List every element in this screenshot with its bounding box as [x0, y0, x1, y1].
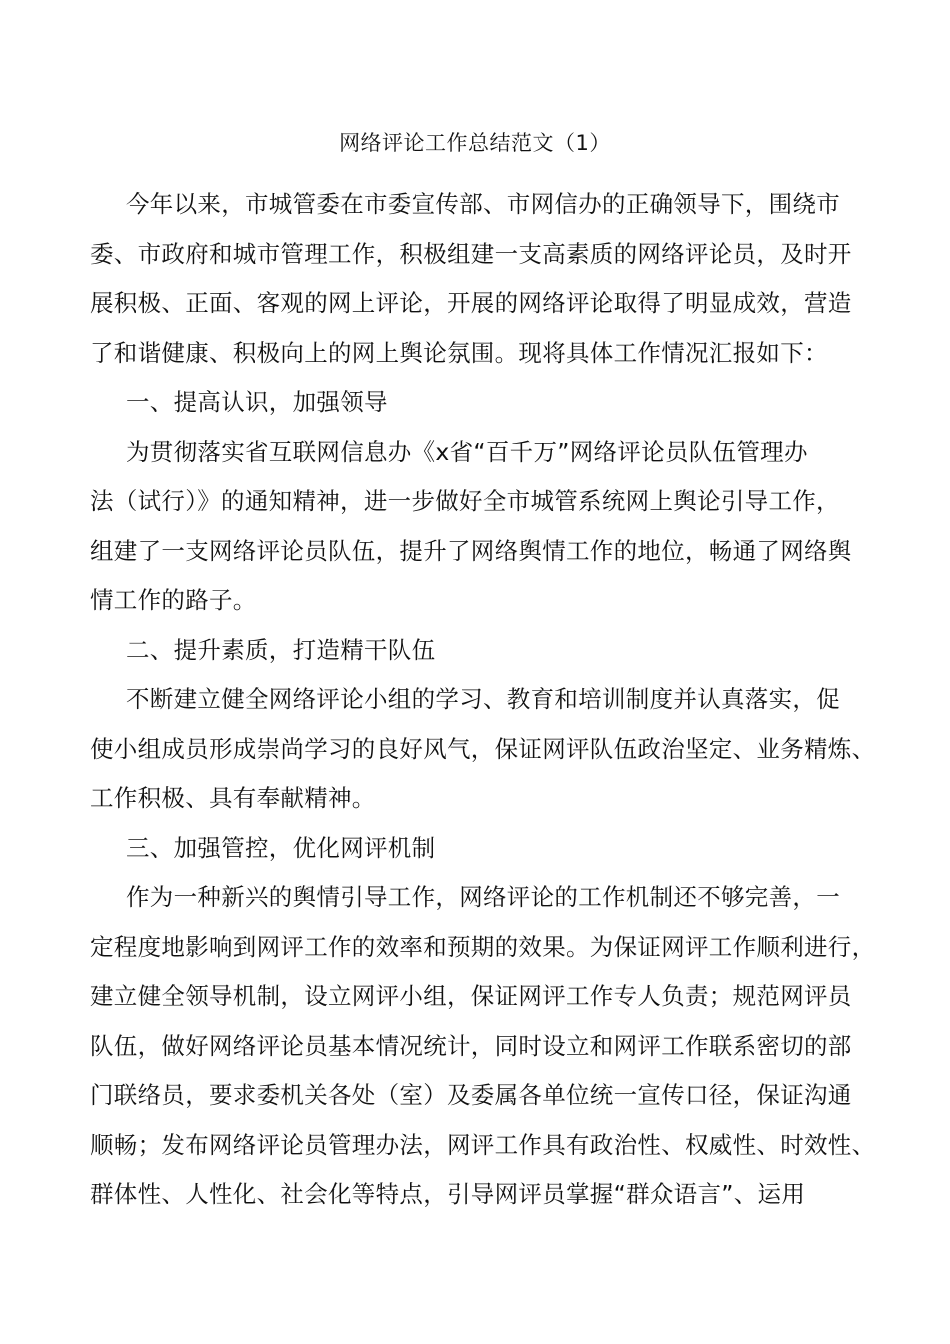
paragraph-line: 顺畅；发布网络评论员管理办法，网评工作具有政治性、权威性、时效性、 — [90, 1130, 876, 1159]
paragraph-line: 今年以来，市城管委在市委宣传部、市网信办的正确领导下，围绕市 — [126, 190, 840, 218]
paragraph-line: 工作积极、具有奉献精神。 — [90, 784, 376, 812]
paragraph-line: 使小组成员形成崇尚学习的良好风气，保证网评队伍政治坚定、业务精炼、 — [90, 734, 876, 763]
paragraph-line: 队伍，做好网络评论员基本情况统计，同时设立和网评工作联系密切的部 — [90, 1031, 852, 1060]
document-title: 网络评论工作总结范文（1） — [339, 131, 611, 155]
document-body — [90, 180, 876, 1220]
paragraph-line: 作为一种新兴的舆情引导工作，网络评论的工作机制还不够完善，一 — [126, 883, 840, 911]
section-heading: 一、提高认识，加强领导 — [126, 388, 388, 416]
section-heading: 二、提升素质，打造精干队伍 — [126, 635, 436, 664]
paragraph-line: 定程度地影响到网评工作的效率和预期的效果。为保证网评工作顺利进行， — [90, 932, 876, 961]
section-heading: 三、加强管控，优化网评机制 — [126, 833, 436, 862]
paragraph-line: 组建了一支网络评论员队伍，提升了网络舆情工作的地位，畅通了网络舆 — [90, 536, 852, 565]
paragraph-line: 建立健全领导机制，设立网评小组，保证网评工作专人负责；规范网评员 — [90, 982, 852, 1010]
paragraph-line: 为贯彻落实省互联网信息办《x省“百千万”网络评论员队伍管理办 — [126, 437, 808, 466]
paragraph-line: 情工作的路子。 — [90, 586, 257, 614]
paragraph-line: 群体性、人性化、社会化等特点，引导网评员掌握“群众语言”、运用 — [90, 1180, 806, 1208]
paragraph-line: 法（试行）》的通知精神，进一步做好全市城管系统网上舆论引导工作， — [90, 487, 840, 515]
paragraph-line: 委、市政府和城市管理工作，积极组建一支高素质的网络评论员，及时开 — [90, 239, 852, 268]
paragraph-line: 不断建立健全网络评论小组的学习、教育和培训制度并认真落实，促 — [126, 685, 840, 713]
paragraph-line: 展积极、正面、客观的网上评论，开展的网络评论取得了明显成效，营造 — [90, 289, 852, 317]
paragraph-line: 了和谐健康、积极向上的网上舆论氛围。现将具体工作情况汇报如下： — [90, 338, 828, 367]
paragraph-line: 门联络员，要求委机关各处（室）及委属各单位统一宣传口径，保证沟通 — [90, 1081, 852, 1109]
